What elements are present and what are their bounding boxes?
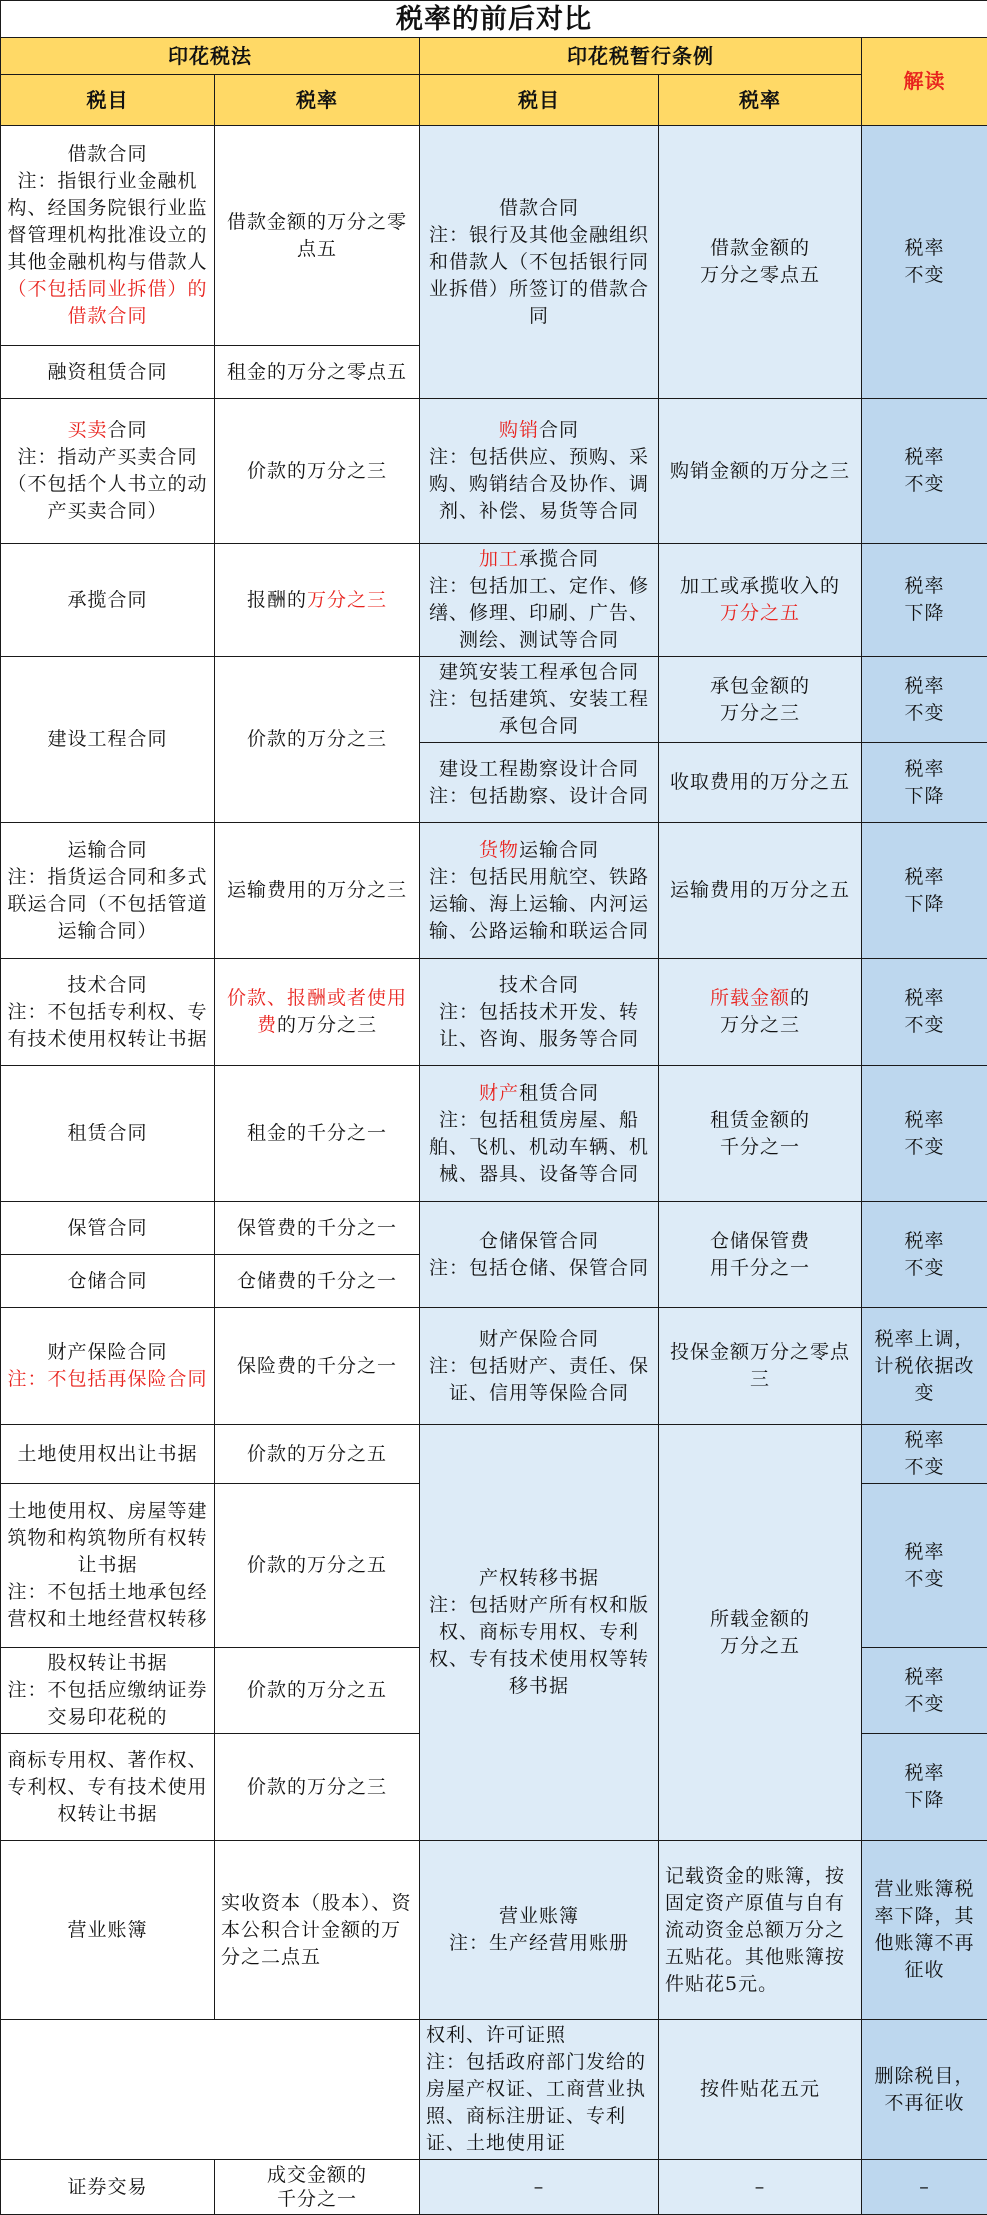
old-item-text: 租赁合同 注：包括租赁房屋、船舶、飞机、机动车辆、机械、器具、设备等合同 <box>429 1082 649 1185</box>
law-rate-cell: 保险费的千分之一 <box>215 1308 420 1425</box>
law-item-cell <box>1 399 215 544</box>
law-item-cell: 租赁合同 <box>1 1066 215 1202</box>
law-item-cell: 保管合同 <box>1 1202 215 1255</box>
old-rate-cell: 收取费用的万分之五 <box>659 743 862 823</box>
old-rate-text: 的 万分之三 <box>720 987 810 1036</box>
table-row <box>1 823 987 959</box>
law-item-highlight: 买卖 <box>67 419 107 441</box>
table-row <box>1 2160 987 2215</box>
law-item-highlight: （不包括同业拆借）的借款合同 <box>7 278 207 327</box>
law-item-cell: 承揽合同 <box>1 544 215 657</box>
law-rate-highlight: 万分之三 <box>307 589 387 611</box>
old-rate-cell: 租赁金额的 千分之一 <box>659 1066 862 1202</box>
old-rate-cell <box>659 959 862 1066</box>
old-item-cell: 权利、许可证照 注：包括政府部门发给的房屋产权证、工商营业执照、商标注册证、专利证、土地使用证 <box>420 2020 659 2160</box>
old-rate-cell: 按件贴花五元 <box>659 2020 862 2160</box>
table-row <box>1 544 987 657</box>
old-rate-highlight: 万分之五 <box>720 602 800 624</box>
interp-cell: 税率 不变 <box>862 1425 987 1484</box>
interp-cell: 税率 不变 <box>862 657 987 743</box>
law-rate-cell: 成交金额的 千分之一 <box>215 2160 420 2215</box>
law-rate-cell <box>215 544 420 657</box>
law-rate-cell: 价款的万分之五 <box>215 1425 420 1484</box>
old-rate-cell: 投保金额万分之零点三 <box>659 1308 862 1425</box>
header-stamp-tax-law: 印花税法 <box>1 38 420 75</box>
old-item-cell: 借款合同 注：银行及其他金融组织和借款人（不包括银行同业拆借）所签订的借款合同 <box>420 126 659 399</box>
header-old-rate: 税率 <box>659 75 862 126</box>
interp-cell: 税率 不变 <box>862 959 987 1066</box>
table-row <box>1 959 987 1066</box>
old-rate-cell: 仓储保管费 用千分之一 <box>659 1202 862 1308</box>
old-item-text: 运输合同 注：包括民用航空、铁路运输、海上运输、内河运输、公路运输和联运合同 <box>429 839 649 942</box>
old-item-cell: 技术合同 注：包括技术开发、转让、咨询、服务等合同 <box>420 959 659 1066</box>
law-item-cell: 股权转让书据 注：不包括应缴纳证券交易印花税的 <box>1 1648 215 1734</box>
table-row <box>1 1202 987 1255</box>
old-item-cell <box>420 544 659 657</box>
law-item-cell-empty <box>1 2020 420 2160</box>
old-item-cell: 建设工程勘察设计合同 注：包括勘察、设计合同 <box>420 743 659 823</box>
table-row <box>1 657 987 743</box>
interp-cell: 税率 不变 <box>862 1484 987 1648</box>
old-rate-cell: 承包金额的 万分之三 <box>659 657 862 743</box>
law-item-cell <box>1 126 215 346</box>
old-item-cell: 建筑安装工程承包合同 注：包括建筑、安装工程承包合同 <box>420 657 659 743</box>
header-interpretation: 解读 <box>862 38 987 126</box>
table-row <box>1 1841 987 2020</box>
law-rate-cell: 保管费的千分之一 <box>215 1202 420 1255</box>
old-item-cell <box>420 399 659 544</box>
old-item-text: 合同 注：包括供应、预购、采购、购销结合及协作、调剂、补偿、易货等合同 <box>429 419 649 522</box>
interp-cell: 税率 下降 <box>862 1734 987 1841</box>
interp-cell: 税率 不变 <box>862 1066 987 1202</box>
old-rate-cell: 记载资金的账簿，按固定资产原值与自有流动资金总额万分之五贴花。其他账簿按件贴花5元。 <box>659 1841 862 2020</box>
interp-cell: 税率 下降 <box>862 544 987 657</box>
table-row <box>1 1425 987 1484</box>
law-item-cell: 证券交易 <box>1 2160 215 2215</box>
law-rate-highlight: 价款、报酬或者使用费 <box>227 987 407 1036</box>
interp-cell: 税率上调，计税依据改变 <box>862 1308 987 1425</box>
header-law-rate: 税率 <box>215 75 420 126</box>
old-rate-text: 加工或承揽收入的 <box>680 575 840 597</box>
old-item-cell: 仓储保管合同 注：包括仓储、保管合同 <box>420 1202 659 1308</box>
old-rate-cell: 运输费用的万分之五 <box>659 823 862 959</box>
interp-cell: 税率 下降 <box>862 743 987 823</box>
law-rate-cell: 实收资本（股本）、资本公积合计金额的万分之二点五 <box>215 1841 420 2020</box>
table-row <box>1 1308 987 1425</box>
law-rate-cell: 价款的万分之三 <box>215 399 420 544</box>
old-item-highlight: 财产 <box>479 1082 519 1104</box>
page-title: 税率的前后对比 <box>1 1 987 38</box>
interp-cell: 税率 不变 <box>862 1648 987 1734</box>
interp-cell: 营业账簿税率下降，其他账簿不再征收 <box>862 1841 987 2020</box>
law-item-text: 借款合同 注：指银行业金融机构、经国务院银行业监督管理机构批准设立的其他金融机构与借款人 <box>7 143 207 273</box>
law-rate-cell: 价款的万分之五 <box>215 1484 420 1648</box>
law-item-cell: 土地使用权出让书据 <box>1 1425 215 1484</box>
old-rate-cell <box>659 544 862 657</box>
old-item-cell: – <box>420 2160 659 2215</box>
law-item-highlight: 注：不包括再保险合同 <box>7 1368 207 1390</box>
old-rate-cell: 购销金额的万分之三 <box>659 399 862 544</box>
interp-cell: 税率 下降 <box>862 823 987 959</box>
law-item-cell: 商标专用权、著作权、专利权、专有技术使用权转让书据 <box>1 1734 215 1841</box>
law-rate-cell: 租金的万分之零点五 <box>215 346 420 399</box>
old-item-cell <box>420 823 659 959</box>
interp-cell: – <box>862 2160 987 2215</box>
law-item-cell: 土地使用权、房屋等建筑物和构筑物所有权转让书据 注：不包括土地承包经营权和土地经营权转移 <box>1 1484 215 1648</box>
old-item-cell <box>420 1066 659 1202</box>
law-item-cell: 建设工程合同 <box>1 657 215 823</box>
old-item-text: 承揽合同 注：包括加工、定作、修缮、修理、印刷、广告、测绘、测试等合同 <box>429 548 649 651</box>
law-rate-cell: 租金的千分之一 <box>215 1066 420 1202</box>
law-rate-cell: 借款金额的万分之零点五 <box>215 126 420 346</box>
old-item-cell: 营业账簿 注：生产经营用账册 <box>420 1841 659 2020</box>
old-rate-cell: – <box>659 2160 862 2215</box>
interp-cell: 税率 不变 <box>862 1202 987 1308</box>
old-item-cell: 产权转移书据 注：包括财产所有权和版权、商标专用权、专利权、专有技术使用权等转移书据 <box>420 1425 659 1841</box>
law-rate-cell: 价款的万分之三 <box>215 657 420 823</box>
law-rate-cell <box>215 959 420 1066</box>
law-item-cell: 仓储合同 <box>1 1255 215 1308</box>
table-row <box>1 399 987 544</box>
old-item-highlight: 货物 <box>479 839 519 861</box>
table-row <box>1 2020 987 2160</box>
law-item-cell: 技术合同 注：不包括专利权、专有技术使用权转让书据 <box>1 959 215 1066</box>
old-rate-cell: 借款金额的 万分之零点五 <box>659 126 862 399</box>
interp-cell: 删除税目，不再征收 <box>862 2020 987 2160</box>
header-law-item: 税目 <box>1 75 215 126</box>
law-rate-text: 的万分之三 <box>277 1014 377 1036</box>
old-item-highlight: 购销 <box>499 419 539 441</box>
law-item-cell: 运输合同 注：指货运合同和多式联运合同（不包括管道运输合同） <box>1 823 215 959</box>
old-item-highlight: 加工 <box>479 548 519 570</box>
table-row <box>1 126 987 346</box>
header-old-item: 税目 <box>420 75 659 126</box>
law-rate-cell: 价款的万分之三 <box>215 1734 420 1841</box>
law-rate-cell: 价款的万分之五 <box>215 1648 420 1734</box>
header-old-regulation: 印花税暂行条例 <box>420 38 862 75</box>
law-item-cell <box>1 1308 215 1425</box>
law-rate-cell: 仓储费的千分之一 <box>215 1255 420 1308</box>
old-rate-highlight: 所载金额 <box>710 987 790 1009</box>
law-rate-text: 报酬的 <box>247 589 307 611</box>
law-rate-cell: 运输费用的万分之三 <box>215 823 420 959</box>
interp-cell: 税率 不变 <box>862 126 987 399</box>
law-item-text: 合同 注：指动产买卖合同（不包括个人书立的动产买卖合同） <box>7 419 207 522</box>
law-item-cell: 营业账簿 <box>1 1841 215 2020</box>
table-row <box>1 1066 987 1202</box>
law-item-cell: 融资租赁合同 <box>1 346 215 399</box>
law-item-text: 财产保险合同 <box>47 1341 167 1363</box>
old-item-cell: 财产保险合同 注：包括财产、责任、保证、信用等保险合同 <box>420 1308 659 1425</box>
interp-cell: 税率 不变 <box>862 399 987 544</box>
old-rate-cell: 所载金额的 万分之五 <box>659 1425 862 1841</box>
